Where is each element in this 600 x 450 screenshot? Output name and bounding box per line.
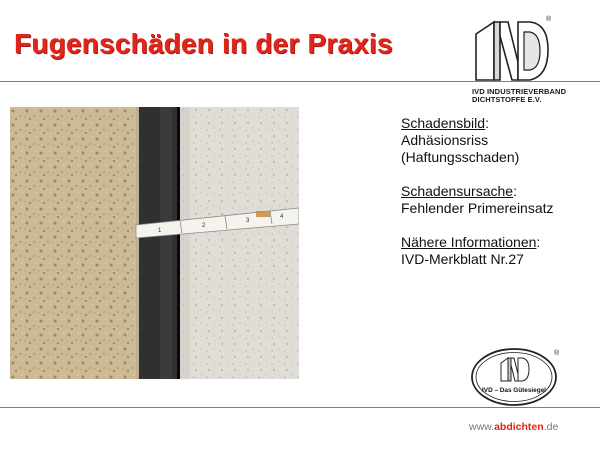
footer-url-prefix: www. xyxy=(469,421,495,433)
info-section-damage-pattern xyxy=(401,115,591,166)
ruler-mark: 1 xyxy=(158,228,162,234)
logo-text-line-2: DICHTSTOFFE E.V. xyxy=(472,95,542,104)
ruler-mark: 4 xyxy=(280,214,284,220)
adhesion-crack xyxy=(177,107,180,379)
info-heading-suffix: : xyxy=(485,115,489,131)
header-divider xyxy=(0,81,600,82)
ivd-logo xyxy=(466,14,591,106)
info-section-damage-cause xyxy=(401,183,591,217)
info-line: Adhäsionsriss xyxy=(401,132,489,148)
quality-seal-icon xyxy=(470,347,562,407)
info-line: IVD-Merkblatt Nr.27 xyxy=(401,251,524,267)
damage-info-block xyxy=(401,115,591,285)
footer-divider xyxy=(0,407,600,408)
registered-mark: ® xyxy=(546,16,552,23)
concrete-right-surface xyxy=(180,107,299,379)
slide-title: Fugenschäden in der Praxis xyxy=(14,28,393,59)
ruler-mark: 3 xyxy=(246,218,250,224)
info-heading: Schadensursache xyxy=(401,183,514,199)
info-line: Fehlender Primereinsatz xyxy=(401,200,554,216)
seal-label: IVD – Das Gütesiegel xyxy=(482,387,546,394)
footer-url[interactable] xyxy=(469,421,558,433)
ivd-quality-seal xyxy=(470,347,562,407)
joint-damage-photo xyxy=(10,107,299,379)
info-heading-suffix: : xyxy=(536,234,541,250)
info-section-more-info xyxy=(401,234,591,268)
info-heading-suffix: : xyxy=(513,183,517,199)
ruler-mark: 2 xyxy=(202,223,206,229)
info-line: (Haftungsschaden) xyxy=(401,149,520,165)
info-heading: Nähere Informationen xyxy=(401,234,537,250)
info-heading: Schadensbild xyxy=(401,115,486,131)
logo-text-line-1: IVD INDUSTRIEVERBAND xyxy=(472,87,567,96)
sealant-joint xyxy=(139,107,179,379)
footer-url-brand: abdichten xyxy=(494,421,544,433)
seal-registered-mark: ® xyxy=(554,350,560,357)
footer-url-suffix: .de xyxy=(543,421,559,433)
ivd-logo-mark-icon xyxy=(474,14,552,84)
